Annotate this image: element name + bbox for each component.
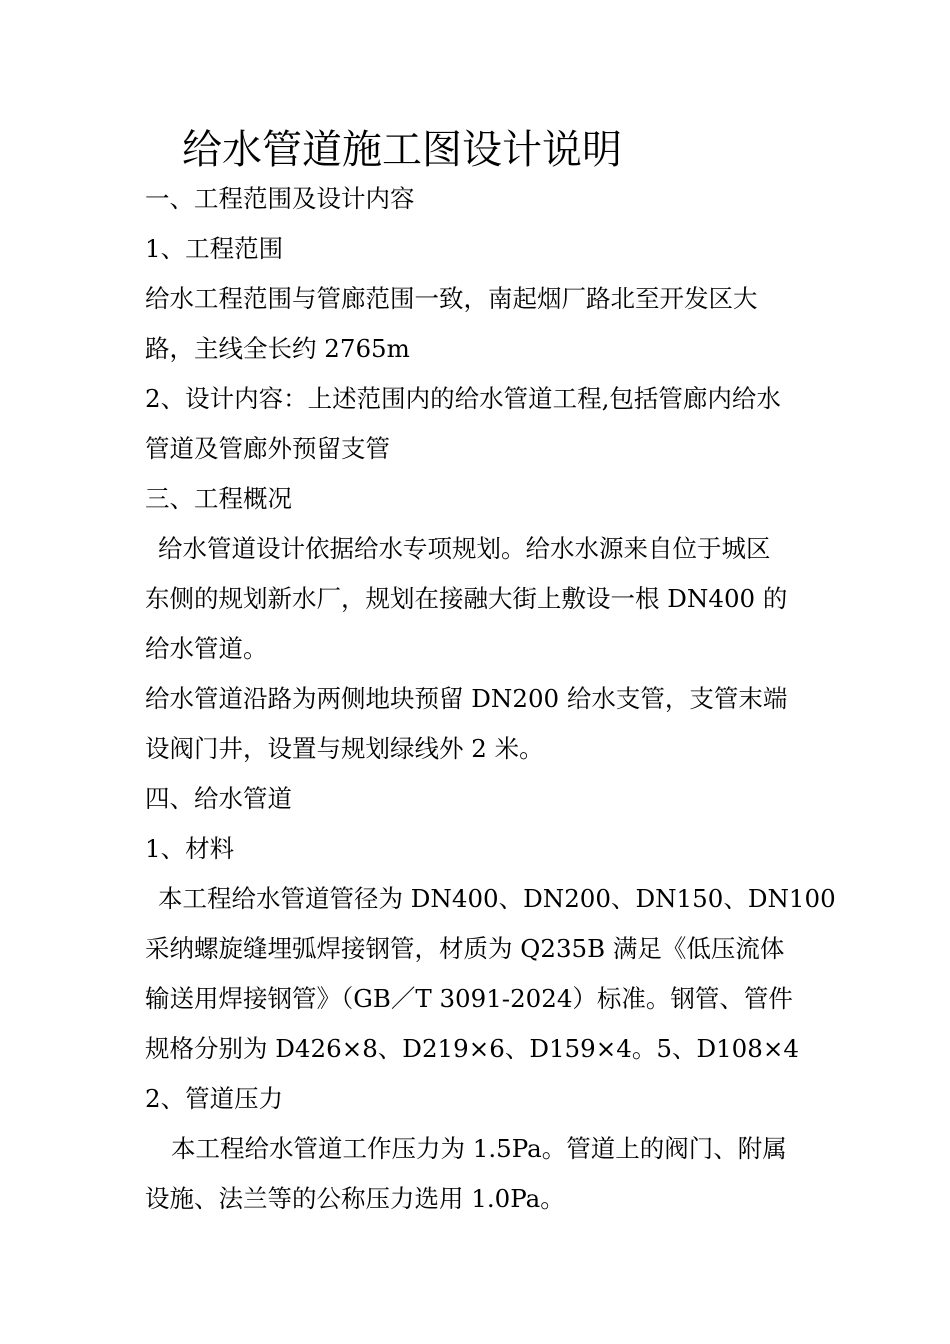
paragraph-line: 路，主线全长约 2765m: [145, 334, 410, 363]
paragraph-line: 本工程给水管道工作压力为 1.5Pa。管道上的阀门、附属: [171, 1134, 787, 1163]
section-heading-pipes: 四、给水管道: [145, 784, 292, 813]
subheading-materials: 1、材料: [145, 834, 235, 863]
paragraph-line: 管道及管廊外预留支管: [145, 434, 390, 463]
paragraph-line: 2、设计内容：上述范围内的给水管道工程,包括管廊内给水: [145, 384, 781, 413]
paragraph-line: 给水管道。: [145, 634, 268, 663]
paragraph-line: 设施、法兰等的公称压力选用 1.0Pa。: [145, 1184, 565, 1213]
paragraph-line: 给水管道沿路为两侧地块预留 DN200 给水支管，支管末端: [145, 684, 788, 713]
document-body: [145, 174, 836, 1224]
subheading-scope: 1、工程范围: [145, 234, 284, 263]
paragraph-line: 给水工程范围与管廊范围一致，南起烟厂路北至开发区大: [145, 284, 758, 313]
paragraph-line: 东侧的规划新水厂，规划在接融大街上敷设一根 DN400 的: [145, 584, 788, 613]
paragraph-line: 采纳螺旋缝埋弧焊接钢管，材质为 Q235B 满足《低压流体: [145, 934, 785, 963]
paragraph-line: 规格分别为 D426×8、D219×6、D159×4。5、D108×4: [145, 1034, 799, 1063]
document-title: 给水管道施工图设计说明: [182, 127, 622, 173]
section-heading-scope: 一、工程范围及设计内容: [145, 184, 415, 213]
paragraph-line: 给水管道设计依据给水专项规划。给水水源来自位于城区: [158, 534, 771, 563]
section-heading-overview: 三、工程概况: [145, 484, 292, 513]
paragraph-line: 输送用焊接钢管》（GB／T 3091-2024）标准。钢管、管件: [145, 984, 793, 1013]
paragraph-line: 设阀门井，设置与规划绿线外 2 米。: [145, 734, 544, 763]
paragraph-line: 本工程给水管道管径为 DN400、DN200、DN150、DN100: [158, 884, 836, 913]
subheading-pressure: 2、管道压力: [145, 1084, 284, 1113]
